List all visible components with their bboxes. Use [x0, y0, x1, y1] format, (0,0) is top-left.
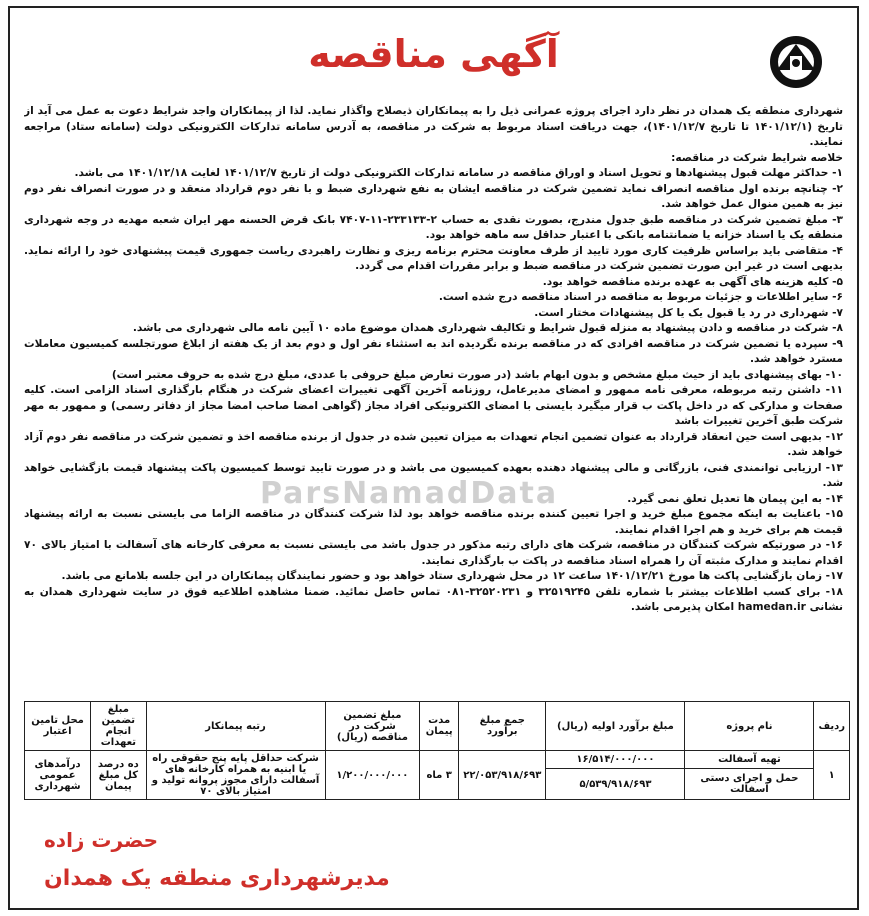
signature-block: [44, 828, 390, 891]
condition-item: ۷- شهرداری در رد یا قبول یک یا کل پیشنهادات مختار است.: [534, 306, 843, 319]
estimate-b: ۵/۵۳۹/۹۱۸/۶۹۳: [546, 769, 685, 800]
condition-item: ۱۷- زمان بازگشایی پاکت ها مورخ ۱۴۰۱/۱۲/۲۱ ساعت ۱۲ در محل شهرداری ستاد خواهد بود و حضور نمایندگان پیمانکاران در این جلسه بلامانع می باشد.: [61, 570, 843, 582]
watermark-text: ParsNamadData: [260, 476, 559, 511]
condition-item: ۳- مبلغ تضمین شرکت در مناقصه طبق جدول مندرج، بصورت نقدی به حساب ۲-۲۳۳۱۳۳-۱۱-۷۴۰۷ بانک قرض الحسنه مهر ایران شعبه مهدیه در وجه شهرداری منطقه یک یا اسناد خزانه یا ضمانتنامه بانکی با اعتبار حداقل سه ماهه خواهد بود.: [24, 213, 843, 241]
condition-item: ۱۶- در صورتیکه شرکت کنندگان در مناقصه، شرکت های دارای رتبه مذکور در جدول باشد می بایستی نسبت به معرفی کارخانه های آسفالت با امتیاز بالای ۷۰ اقدام نمایند و مدارک مثبته آن را همراه اسناد مناقصه در پاکت ب بارگذاری نمایند.: [24, 539, 843, 567]
contract-duration: ۳ ماه: [420, 751, 459, 800]
signatory-role: مدیرشهرداری منطقه یک همدان: [44, 866, 390, 891]
condition-item: ۹- سپرده یا تضمین شرکت در مناقصه افرادی که در مناقصه برنده نگردیده اند به استثناء نفر اول و دوم بعد از یک هفته از ابلاغ صورتجلسه کمیسیون معاملات مسترد خواهد شد.: [24, 337, 843, 365]
conditions-heading: خلاصه شرایط شرکت در مناقصه:: [671, 151, 843, 164]
condition-item: ۱۳- ارزیابی توانمندی فنی، بازرگانی و مالی پیشنهاد دهنده بعهده کمیسیون می باشد و در صورت تایید توسط کمیسیون پاکت پیشنهاد قیمت بازگشایی خواهد شد.: [24, 461, 843, 489]
performance-bond: ده درصد کل مبلغ پیمان: [91, 751, 146, 800]
table-header-row: [25, 702, 850, 751]
table-header-cell: محل تامین اعتبار: [25, 702, 91, 751]
notice-header: [10, 26, 857, 92]
condition-item: ۱- حداکثر مهلت قبول پیشنهادها و تحویل اسناد و اوراق مناقصه در سامانه تدارکات الکترونیکی دولت از تاریخ ۱۴۰۱/۱۲/۷ لغایت ۱۴۰۱/۱۲/۱۸ می باشد.: [74, 167, 843, 179]
total-estimate: ۲۲/۰۵۳/۹۱۸/۶۹۳: [459, 751, 546, 800]
table-header-cell: مبلغ برآورد اولیه (ریال): [546, 702, 685, 751]
table-header-cell: مبلغ تضمین شرکت در مناقصه (ریال): [325, 702, 420, 751]
table-header-cell: نام پروژه: [685, 702, 814, 751]
condition-item: ۵- کلیه هزینه های آگهی به عهده برنده مناقصه خواهد بود.: [542, 275, 843, 288]
condition-item: ۱۲- بدیهی است حین انعقاد قرارداد به عنوان تضمین انجام تعهدات به میزان تعیین شده در جدول از برنده مناقصه اخذ و تضمین شرکت در مناقصه نفر دوم آزاد خواهد شد.: [24, 430, 843, 458]
conditions-list: [24, 166, 843, 616]
contractor-grade: شرکت حداقل پایه پنج حقوقی راه یا ابنیه به همراه کارخانه های آسفالت دارای مجوز پروانه تولید و امتیاز بالای ۷۰: [146, 751, 325, 800]
hamedan-municipality-logo-icon: [763, 30, 829, 90]
table-header-cell: رتبه پیمانکار: [146, 702, 325, 751]
condition-item: ۲- چنانچه برنده اول مناقصه انصراف نماید تضمین شرکت در مناقصه ایشان به نفع شهرداری ضبط و با نفر دوم قرارداد منعقد و در صورت انصراف نفر دوم نیز به همین منوال عمل خواهد شد.: [24, 182, 843, 210]
notice-body: [24, 104, 843, 674]
condition-item: ۱۸- برای کسب اطلاعات بیشتر با شماره تلفن ۳۲۵۱۹۲۴۵ و ۳۲۵۲۰۲۳۱-۰۸۱ تماس حاصل نمائید. ضمنا مشاهده اطلاعیه فوق در سایت شهرداری همدان به نشانی hamedan.ir امکان پذیرمی باشد.: [24, 585, 843, 613]
condition-item: ۶- سایر اطلاعات و جزئیات مربوط به مناقصه در اسناد مناقصه درج شده است.: [438, 291, 843, 303]
condition-item: ۱۱- داشتن رتبه مربوطه، معرفی نامه ممهور و امضای مدیرعامل، روزنامه آخرین آگهی تغییرات اعضای شرکت در هنگام بارگذاری اسناد الزامی است. کلیه صفحات و مدارکی که در داخل پاکت ب قرار میگیرد بایستی با امضای الکترونیکی افراد مجاز (گواهی امضا صاحب امضا مجاز از دفاتر رسمی) و ممهور به مهر شرکت طبق آخرین تغییرات باشد: [24, 384, 843, 427]
bid-bond-amount: ۱/۲۰۰/۰۰۰/۰۰۰: [325, 751, 420, 800]
estimate-a: ۱۶/۵۱۴/۰۰۰/۰۰۰: [546, 751, 685, 769]
condition-item: ۸- شرکت در مناقصه و دادن پیشنهاد به منزله قبول شرایط و تکالیف شهرداری همدان موضوع ماده ۱۰ آیین نامه مالی شهرداری می باشد.: [132, 322, 843, 334]
table-header-cell: مبلغ تضمین انجام تعهدات: [91, 702, 146, 751]
tender-table: [24, 701, 850, 800]
table-header-cell: ردیف: [814, 702, 850, 751]
table-row: [25, 751, 850, 769]
row-index: ۱: [814, 751, 850, 800]
notice-title: آگهی مناقصه: [308, 32, 559, 76]
signatory-name: حضرت زاده: [44, 828, 159, 852]
project-name-a: تهیه آسفالت: [685, 751, 814, 769]
project-name-b: حمل و اجرای دستی آسفالت: [685, 769, 814, 800]
condition-item: ۱۵- باعنایت به اینکه مجموع مبلغ خرید و اجرا تعیین کننده برنده مناقصه خواهد بود لذا شرکت کنندگان در مناقصه الزاما می بایستی نسبت به ارائه پیشنهاد قیمت هم برای خرید و هم اجرا اقدام نمایند.: [24, 508, 843, 536]
intro-paragraph: شهرداری منطقه یک همدان در نظر دارد اجرای پروژه عمرانی ذیل را به پیمانکاران ذیصلاح واگذار نماید. لذا از پیمانکاران واجد شرایط دعوت به عمل می آید از تاریخ (۱۴۰۱/۱۲/۱ تا تاریخ ۱۴۰۱/۱۲/۷)، جهت دریافت اسناد مربوط به شرکت در مناقصه، به آدرس سامانه تدارکات الکترونیکی دولت (سامانه ستاد) مراجعه نمایند.: [24, 105, 843, 148]
notice-frame: [8, 6, 859, 910]
condition-item: ۴- متقاضی باید براساس ظرفیت کاری مورد تایید از طرف معاونت محترم برنامه ریزی و نظارت راهبردی ریاست جمهوری قیمت پیشنهادی خود را ارائه نماید. بدیهی است در غیر این صورت تضمین شرکت در مناقصه ضبط و برابر مقررات اقدام می گردد.: [24, 244, 843, 272]
table-header-cell: جمع مبلغ برآورد: [459, 702, 546, 751]
condition-item: ۱۴- به این پیمان ها تعدیل تعلق نمی گیرد.: [627, 492, 843, 505]
table-header-cell: مدت پیمان: [420, 702, 459, 751]
condition-item: ۱۰- بهای پیشنهادی باید از حیث مبلغ مشخص و بدون ابهام باشد (در صورت تعارض مبلغ حروفی با عددی، مبلغ درج شده به حروف معتبر است): [111, 368, 843, 381]
funding-source: درآمدهای عمومی شهرداری: [25, 751, 91, 800]
